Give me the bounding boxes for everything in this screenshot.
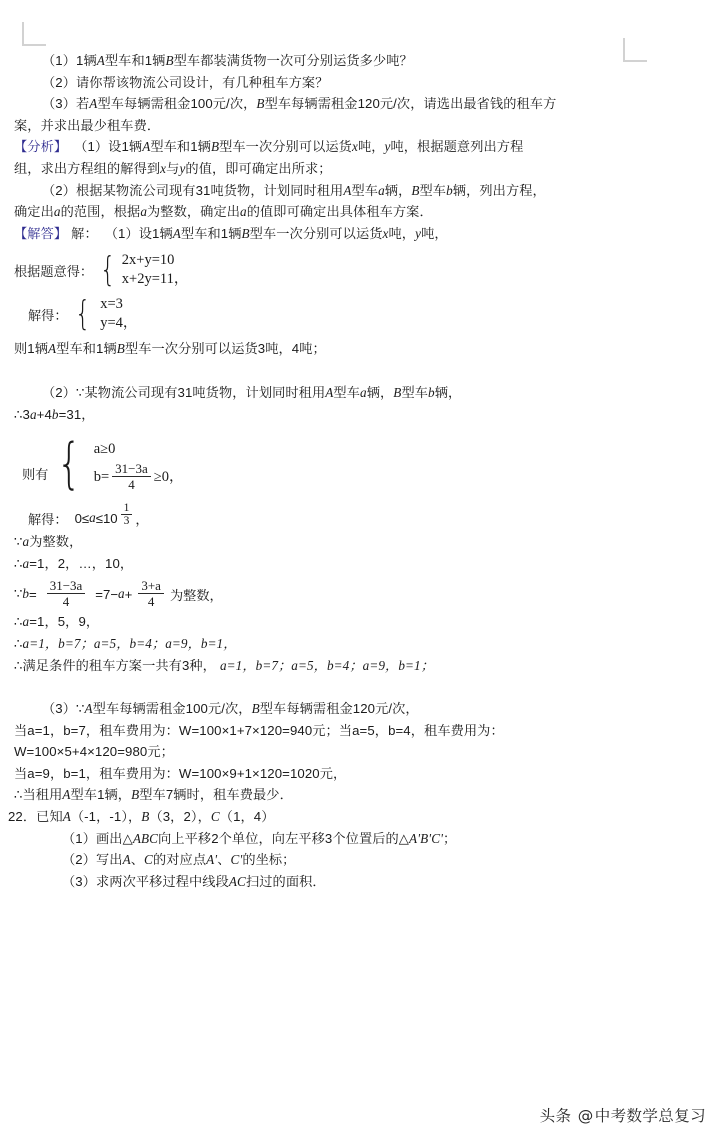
s2-int-pre: ∵ [14, 534, 23, 550]
var-B: B [131, 787, 140, 803]
s2-vals-post: =1，2，…，10， [29, 555, 134, 571]
inequality-2-var: b= [93, 469, 110, 486]
solve-range-pre: 0≤ [74, 510, 90, 526]
left-brace-icon: { [74, 293, 91, 334]
analysis-p2-pre: （2）根据某物流公司现有31吨货物，计划同时租用 [42, 182, 344, 198]
analysis-p1-pre: （1）设1辆 [74, 139, 143, 155]
solve-range-label: 解得： [28, 511, 68, 527]
q21-sub1-mid: 型车和1辆 [104, 53, 166, 68]
fraction-denominator: 4 [62, 594, 70, 610]
watermark-at-symbol: @ [577, 1107, 594, 1125]
var-b: b [22, 586, 29, 602]
analysis-p2-l2-post: 的值即可确定出具体租车方案． [246, 204, 433, 220]
q22-stem-pre: 已知 [36, 809, 63, 825]
inequality-2-tail: ≥0， [153, 469, 184, 486]
s2-eq-pre: ∴3 [14, 406, 30, 422]
triangle-abc-prime: A'B'C' [409, 830, 444, 846]
solution-s3-case1: 当a=1，b=7，租车费用为：W=100×1+7×120=940元；当a=5，b=4，租车费用为： [14, 722, 504, 738]
q22-sub3 [14, 871, 706, 893]
var-b: b [446, 182, 453, 198]
s1-concl-post: 型车一次分别可以运货3吨，4吨； [124, 341, 326, 357]
s3-concl-post: 型车7辆时，租车费最少． [139, 787, 293, 803]
inequality-system [14, 427, 706, 501]
var-A: A [172, 225, 181, 241]
equation-2: x+2y=11， [121, 271, 189, 288]
var-C: C [210, 809, 220, 825]
s2-avals-pre: ∴ [14, 614, 23, 630]
document-content [8, 50, 706, 892]
inequality-system-label: 则有 [22, 467, 49, 483]
var-B: B [141, 809, 150, 825]
var-a: a [53, 204, 61, 220]
s2-eq-mid: +4 [36, 406, 52, 422]
var-y: y [179, 160, 186, 176]
var-C-prime: C' [230, 852, 243, 868]
var-A: A [142, 139, 151, 155]
q22-sub3-post: 扫过的面积． [245, 873, 326, 889]
analysis-line-1 [14, 136, 706, 158]
s3-post: 型车每辆需租金120元/次， [259, 701, 419, 717]
solve-range-mid: ≤10 [95, 510, 118, 526]
solve-range-row [14, 502, 706, 531]
fraction-numerator: 31−3a [112, 462, 151, 477]
equation-system-1 [14, 248, 706, 292]
var-B: B [251, 701, 260, 717]
q21-sub2: （2）请你帮该物流公司设计，有几种租车方案？ [42, 74, 329, 90]
var-A: A [62, 787, 71, 803]
var-A-prime: A' [206, 852, 218, 868]
analysis-p2-post: 辆，列出方程， [452, 182, 546, 198]
fraction-denominator: 3 [123, 515, 130, 528]
b-expr-plus: + [124, 586, 133, 602]
analysis-p2-mid3: 型车 [419, 182, 447, 198]
solution-s2-final [14, 655, 706, 677]
q22-sub2 [14, 849, 706, 871]
s2-mid1: 型车 [333, 384, 360, 400]
var-x: x [160, 160, 167, 176]
var-a: a [22, 534, 30, 550]
triangle-abc: ABC [132, 830, 159, 846]
q22-sub1-mid: 向上平移2个单位，向左平移3个位置后的△ [158, 830, 410, 846]
solution-s2-line-1 [14, 382, 706, 404]
s2-post: 辆， [434, 384, 462, 400]
q21-sub3 [14, 93, 706, 115]
s2-pre: （2）∵某物流公司现有31吨货物，计划同时租用 [42, 384, 326, 400]
var-B: B [116, 341, 125, 357]
s2-avals-post: =1，5，9， [29, 614, 100, 630]
watermark-account: 中考数学总复习 [594, 1107, 706, 1125]
var-B: B [393, 384, 402, 400]
var-y: y [384, 139, 391, 155]
fraction [138, 579, 164, 609]
var-a: a [89, 510, 96, 526]
q22-number: 22． [8, 809, 37, 825]
var-A: A [48, 341, 57, 357]
b-expr-pre: ∵ [14, 586, 23, 602]
analysis-p1-mid: 型车和1辆 [150, 139, 211, 155]
var-B: B [256, 96, 265, 112]
var-B: B [210, 139, 220, 155]
q22-sub1-post: ； [443, 830, 457, 846]
analysis-p2-l2-mid1: 的范围，根据 [60, 204, 141, 220]
s2-pairs-list: a=1，b=7；a=5，b=4；a=9，b=1， [22, 635, 237, 651]
inequality-1: a≥0 [93, 441, 116, 458]
solution-s1-conclusion [14, 338, 706, 360]
analysis-p1-t1: 吨， [357, 139, 385, 155]
s2-eq-post: =31， [58, 406, 95, 422]
left-brace-icon: { [57, 431, 82, 495]
solution-s3-case1b: W=100×5+4×120=980元； [14, 744, 174, 760]
b-expr-mid: =7− [95, 586, 119, 602]
solution-x: x=3 [100, 296, 123, 313]
s3-pre: （3）∵ [42, 701, 85, 717]
var-A: A [325, 384, 334, 400]
var-a: a [378, 182, 385, 198]
analysis-p1-t2: 吨，根据题意列出方程 [390, 139, 524, 155]
solution-s3-case2: 当a=9，b=1，租车费用为：W=100×9+1×120=1020元， [14, 765, 347, 781]
equation-system-1-lines [122, 251, 189, 289]
var-A: A [62, 809, 71, 825]
solution-s2-integer [14, 531, 706, 553]
spacer [14, 676, 706, 698]
q22-coord-A: （-1，-1）， [70, 809, 142, 825]
s2-mid3: 型车 [401, 384, 429, 400]
var-A: A [343, 182, 352, 198]
var-a: a [22, 614, 30, 630]
analysis-label: 【分析】 [14, 139, 68, 155]
var-B: B [411, 182, 420, 198]
var-a: a [360, 384, 367, 400]
analysis-p1-post: 型车一次分别可以运货 [219, 139, 352, 155]
fraction-numerator: 3+a [138, 579, 164, 594]
q21-sub3-cont: 案，并求出最少租车费． [14, 117, 161, 133]
q22-sub1 [14, 828, 706, 850]
s2-mid2: 辆， [366, 384, 394, 400]
segment-ac: AC [228, 873, 246, 889]
q22-sub2-post: 的坐标； [242, 852, 296, 868]
q22-sub2-pre: （2）写出 [62, 852, 123, 868]
analysis-p2-l2-pre: 确定出 [14, 204, 54, 220]
inequality-2 [94, 462, 184, 492]
equation-system-2-lines [100, 295, 137, 333]
s2-int-post: 为整数， [29, 534, 83, 550]
solve-range-post: ， [135, 511, 149, 527]
var-x: x [351, 139, 358, 155]
analysis-p2-mid1: 型车 [351, 182, 379, 198]
var-A: A [122, 852, 131, 868]
solution-s1-post: 型车一次分别可以运货 [249, 225, 383, 241]
analysis-p1-l2-mid: 与 [166, 160, 180, 176]
s1-concl-pre: 则1辆 [14, 341, 49, 357]
solution-s1-mid: 型车和1辆 [180, 225, 242, 241]
q22-sub3-pre: （3）求两次平移过程中线段 [62, 873, 229, 889]
b-expr-post: 为整数， [169, 587, 223, 603]
s3-concl-mid: 型车1辆， [70, 787, 132, 803]
solution-s1-pre: （1）设1辆 [104, 225, 173, 241]
crop-mark-top-left [22, 22, 46, 46]
q22-sub1-pre: （1）画出△ [62, 830, 133, 846]
left-brace-icon: { [100, 249, 116, 290]
watermark [540, 1104, 706, 1126]
solution-s2-pairs [14, 633, 706, 655]
var-b: b [428, 384, 435, 400]
var-A: A [84, 701, 93, 717]
inequality-system-lines [94, 436, 184, 492]
analysis-line-2 [14, 158, 706, 180]
var-a: a [240, 204, 247, 220]
solution-s1-t1: 吨， [388, 225, 416, 241]
s2-final-pairs: a=1，b=7；a=5，b=4；a=9，b=1； [219, 657, 434, 673]
var-B: B [165, 53, 174, 68]
var-a: a [118, 586, 125, 602]
fraction-denominator: 4 [128, 477, 135, 493]
solution-s2-equation [14, 404, 706, 426]
q21-sub3-pre: （3）若 [42, 96, 90, 112]
q21-sub1 [14, 50, 706, 72]
var-a: a [140, 204, 148, 220]
s1-concl-mid: 型车和1辆 [56, 341, 117, 357]
var-a: a [22, 555, 30, 571]
solution-s3-conclusion [14, 784, 706, 806]
analysis-line-3 [14, 180, 706, 202]
s3-mid: 型车每辆需租金100元/次， [92, 701, 252, 717]
solution-s2-values [14, 553, 706, 575]
q21-sub3-post: 型车每辆需租金120元/次，请选出最省钱的租车方 [264, 96, 557, 112]
var-x: x [382, 225, 389, 241]
s2-vals-pre: ∴ [14, 555, 23, 571]
analysis-p1-l2-pre: 组，求出方程组的解得到 [14, 160, 161, 176]
q21-sub1-post: 型车都装满货物一次可分别运货多少吨？ [173, 53, 413, 68]
q22-coord-B: （3，2）， [149, 809, 211, 825]
q21-sub3-mid: 型车每辆需租金100元/次， [97, 96, 257, 112]
fraction [112, 462, 151, 492]
solution-label: 【解答】 [14, 225, 68, 241]
analysis-line-4 [14, 201, 706, 223]
q21-sub1-pre: （1）1辆 [42, 53, 97, 68]
equation-1: 2x+y=10 [121, 252, 175, 269]
analysis-p2-l2-mid2: 为整数，确定出 [147, 204, 241, 220]
q22-sub2-mid1: 、 [130, 852, 145, 868]
var-B: B [241, 225, 250, 241]
var-A: A [89, 96, 98, 112]
b-expression-row [14, 577, 706, 611]
analysis-p2-mid2: 辆， [384, 182, 412, 198]
q22-sub2-mid3: 、 [217, 852, 231, 868]
var-b: b [51, 406, 59, 422]
b-expr-eq: = [28, 586, 37, 602]
s3-concl-pre: ∴当租用 [14, 787, 63, 803]
analysis-p1-l2-post: 的值，即可确定出所求； [185, 160, 332, 176]
s2-pairs-pre: ∴ [14, 635, 23, 651]
equation-system-2 [14, 292, 706, 336]
q22-sub2-mid2: 的对应点 [152, 852, 207, 868]
solution-jie: 解： [71, 225, 98, 241]
fraction-numerator: 31−3a [47, 579, 86, 594]
var-a: a [29, 406, 37, 422]
q22-coord-C: （1，4） [219, 809, 275, 825]
equation-system-2-label: 解得： [28, 307, 68, 323]
solution-s1-t2: 吨， [421, 225, 448, 241]
fraction-denominator: 4 [147, 594, 155, 610]
solution-s3-line-1 [14, 698, 706, 720]
watermark-prefix: 头条 [539, 1107, 572, 1125]
solution-line-1 [14, 223, 706, 245]
solution-s2-avalues [14, 611, 706, 633]
s2-final-pre: ∴满足条件的租车方案一共有3种， [14, 657, 216, 673]
q22-stem [8, 806, 706, 828]
spacer [14, 360, 706, 382]
var-A: A [96, 53, 105, 68]
equation-system-1-label: 根据题意得： [14, 263, 94, 279]
var-y: y [415, 225, 422, 241]
fraction [47, 579, 86, 609]
solution-y: y=4， [100, 315, 138, 332]
mixed-fraction [121, 502, 133, 528]
var-C: C [144, 852, 153, 868]
fraction-numerator: 1 [121, 502, 133, 515]
